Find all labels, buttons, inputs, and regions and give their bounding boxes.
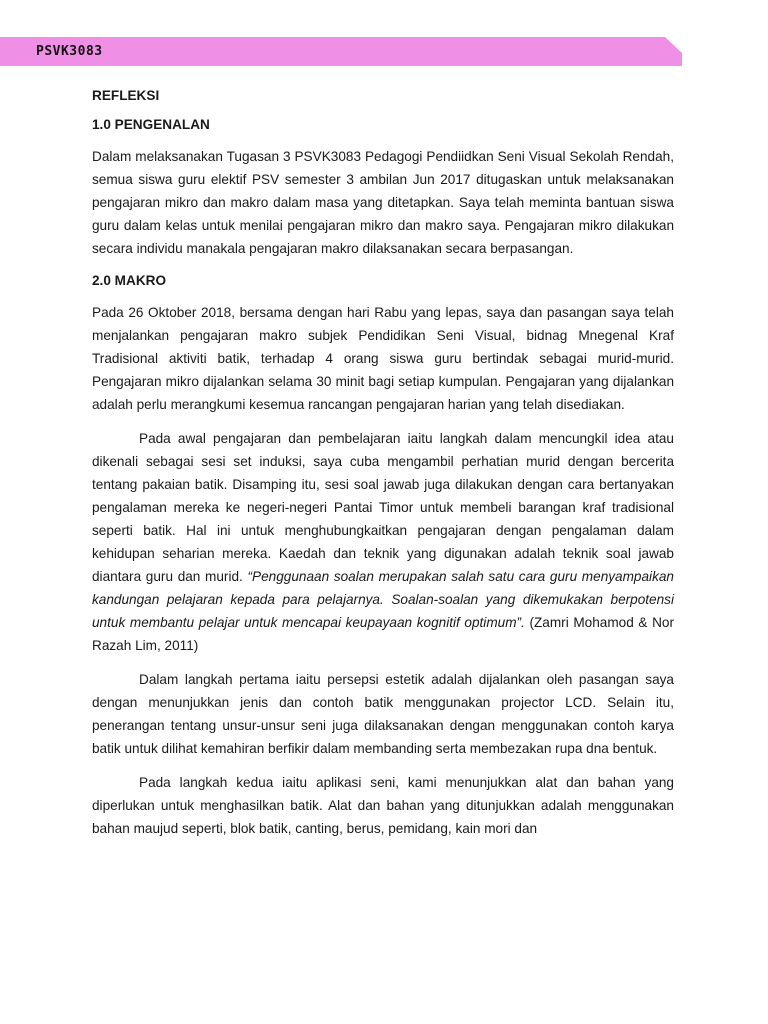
citation: (Zamri Mohamod & Nor Razah Lim, 2011) — [92, 615, 675, 653]
paragraph-text: Pada awal pengajaran dan pembelajaran iaitu langkah dalam mencungkil idea atau dikenali sebagai sesi set induksi, saya cuba mengambil perhatian murid dengan bercerita tentang pakaian batik. Disamping itu, sesi soal jawab juga dilakukan dengan cara bertanyakan pengalaman mereka ke negeri-negeri Pantai Timor untuk membeli barangan kraf tradisional seperti batik. Hal ini untuk menghubungkaitkan pengajaran dengan pengalaman dalam kehidupan seharian mereka. Kaedah dan teknik yang digunakan adalah teknik soal jawab diantara guru dan murid. — [92, 431, 674, 584]
paragraph-makro-4: Pada langkah kedua iaitu aplikasi seni, kami menunjukkan alat dan bahan yang diperlukan untuk menghasilkan batik. Alat dan bahan yang ditunjukkan adalah menggunakan bahan maujud seperti, blok batik, canting, berus, pemidang, kain mori dan — [92, 775, 674, 836]
paragraph-makro-1: Pada 26 Oktober 2018, bersama dengan hari Rabu yang lepas, saya dan pasangan saya telah menjalankan pengajaran makro subjek Pendidikan Seni Visual, bidnag Mnegenal Kraf Tradisional aktiviti batik, terhadap 4 orang siswa guru bertindak sebagai murid-murid. Pengajaran mikro dijalankan selama 30 minit bagi setiap kumpulan. Pengajaran yang dijalankan adalah perlu merangkumi kesemua rancangan pengajaran harian yang telah disediakan. — [92, 305, 674, 412]
course-code: PSVK3083 — [36, 44, 103, 59]
section-heading-makro: 2.0 MAKRO — [92, 273, 167, 288]
section-heading-pengenalan: 1.0 PENGENALAN — [92, 117, 210, 132]
document-title: REFLEKSI — [92, 88, 160, 103]
quote-text: “Penggunaan soalan merupakan salah satu cara guru menyampaikan kandungan pelajaran kepada para pelajarnya. Soalan-soalan yang dikemukakan berpotensi untuk membantu pelajar untuk mencapai keupayaan kognitif optimum”. — [92, 569, 674, 630]
paragraph-pengenalan: Dalam melaksanakan Tugasan 3 PSVK3083 Pedagogi Pendiidkan Seni Visual Sekolah Rendah, semua siswa guru elektif PSV semester 3 ambilan Jun 2017 ditugaskan untuk melaksanakan pengajaran mikro dan makro dalam masa yang ditetapkan. Saya telah meminta bantuan siswa guru dalam kelas untuk menilai pengajaran mikro dan makro saya. Pengajaran mikro dilakukan secara individu manakala pengajaran makro dilaksanakan secara berpasangan. — [92, 149, 674, 256]
document-body — [92, 86, 674, 851]
paragraph-makro-3: Dalam langkah pertama iaitu persepsi estetik adalah dijalankan oleh pasangan saya dengan menunjukkan jenis dan contoh batik menggunakan projector LCD. Selain itu, penerangan tentang unsur-unsur seni juga dilaksanakan dengan menggunakan contoh karya batik untuk dilihat kemahiran berfikir dalam membanding serta membezakan rupa dna bentuk. — [92, 672, 674, 756]
paragraph-makro-2 — [92, 427, 674, 657]
